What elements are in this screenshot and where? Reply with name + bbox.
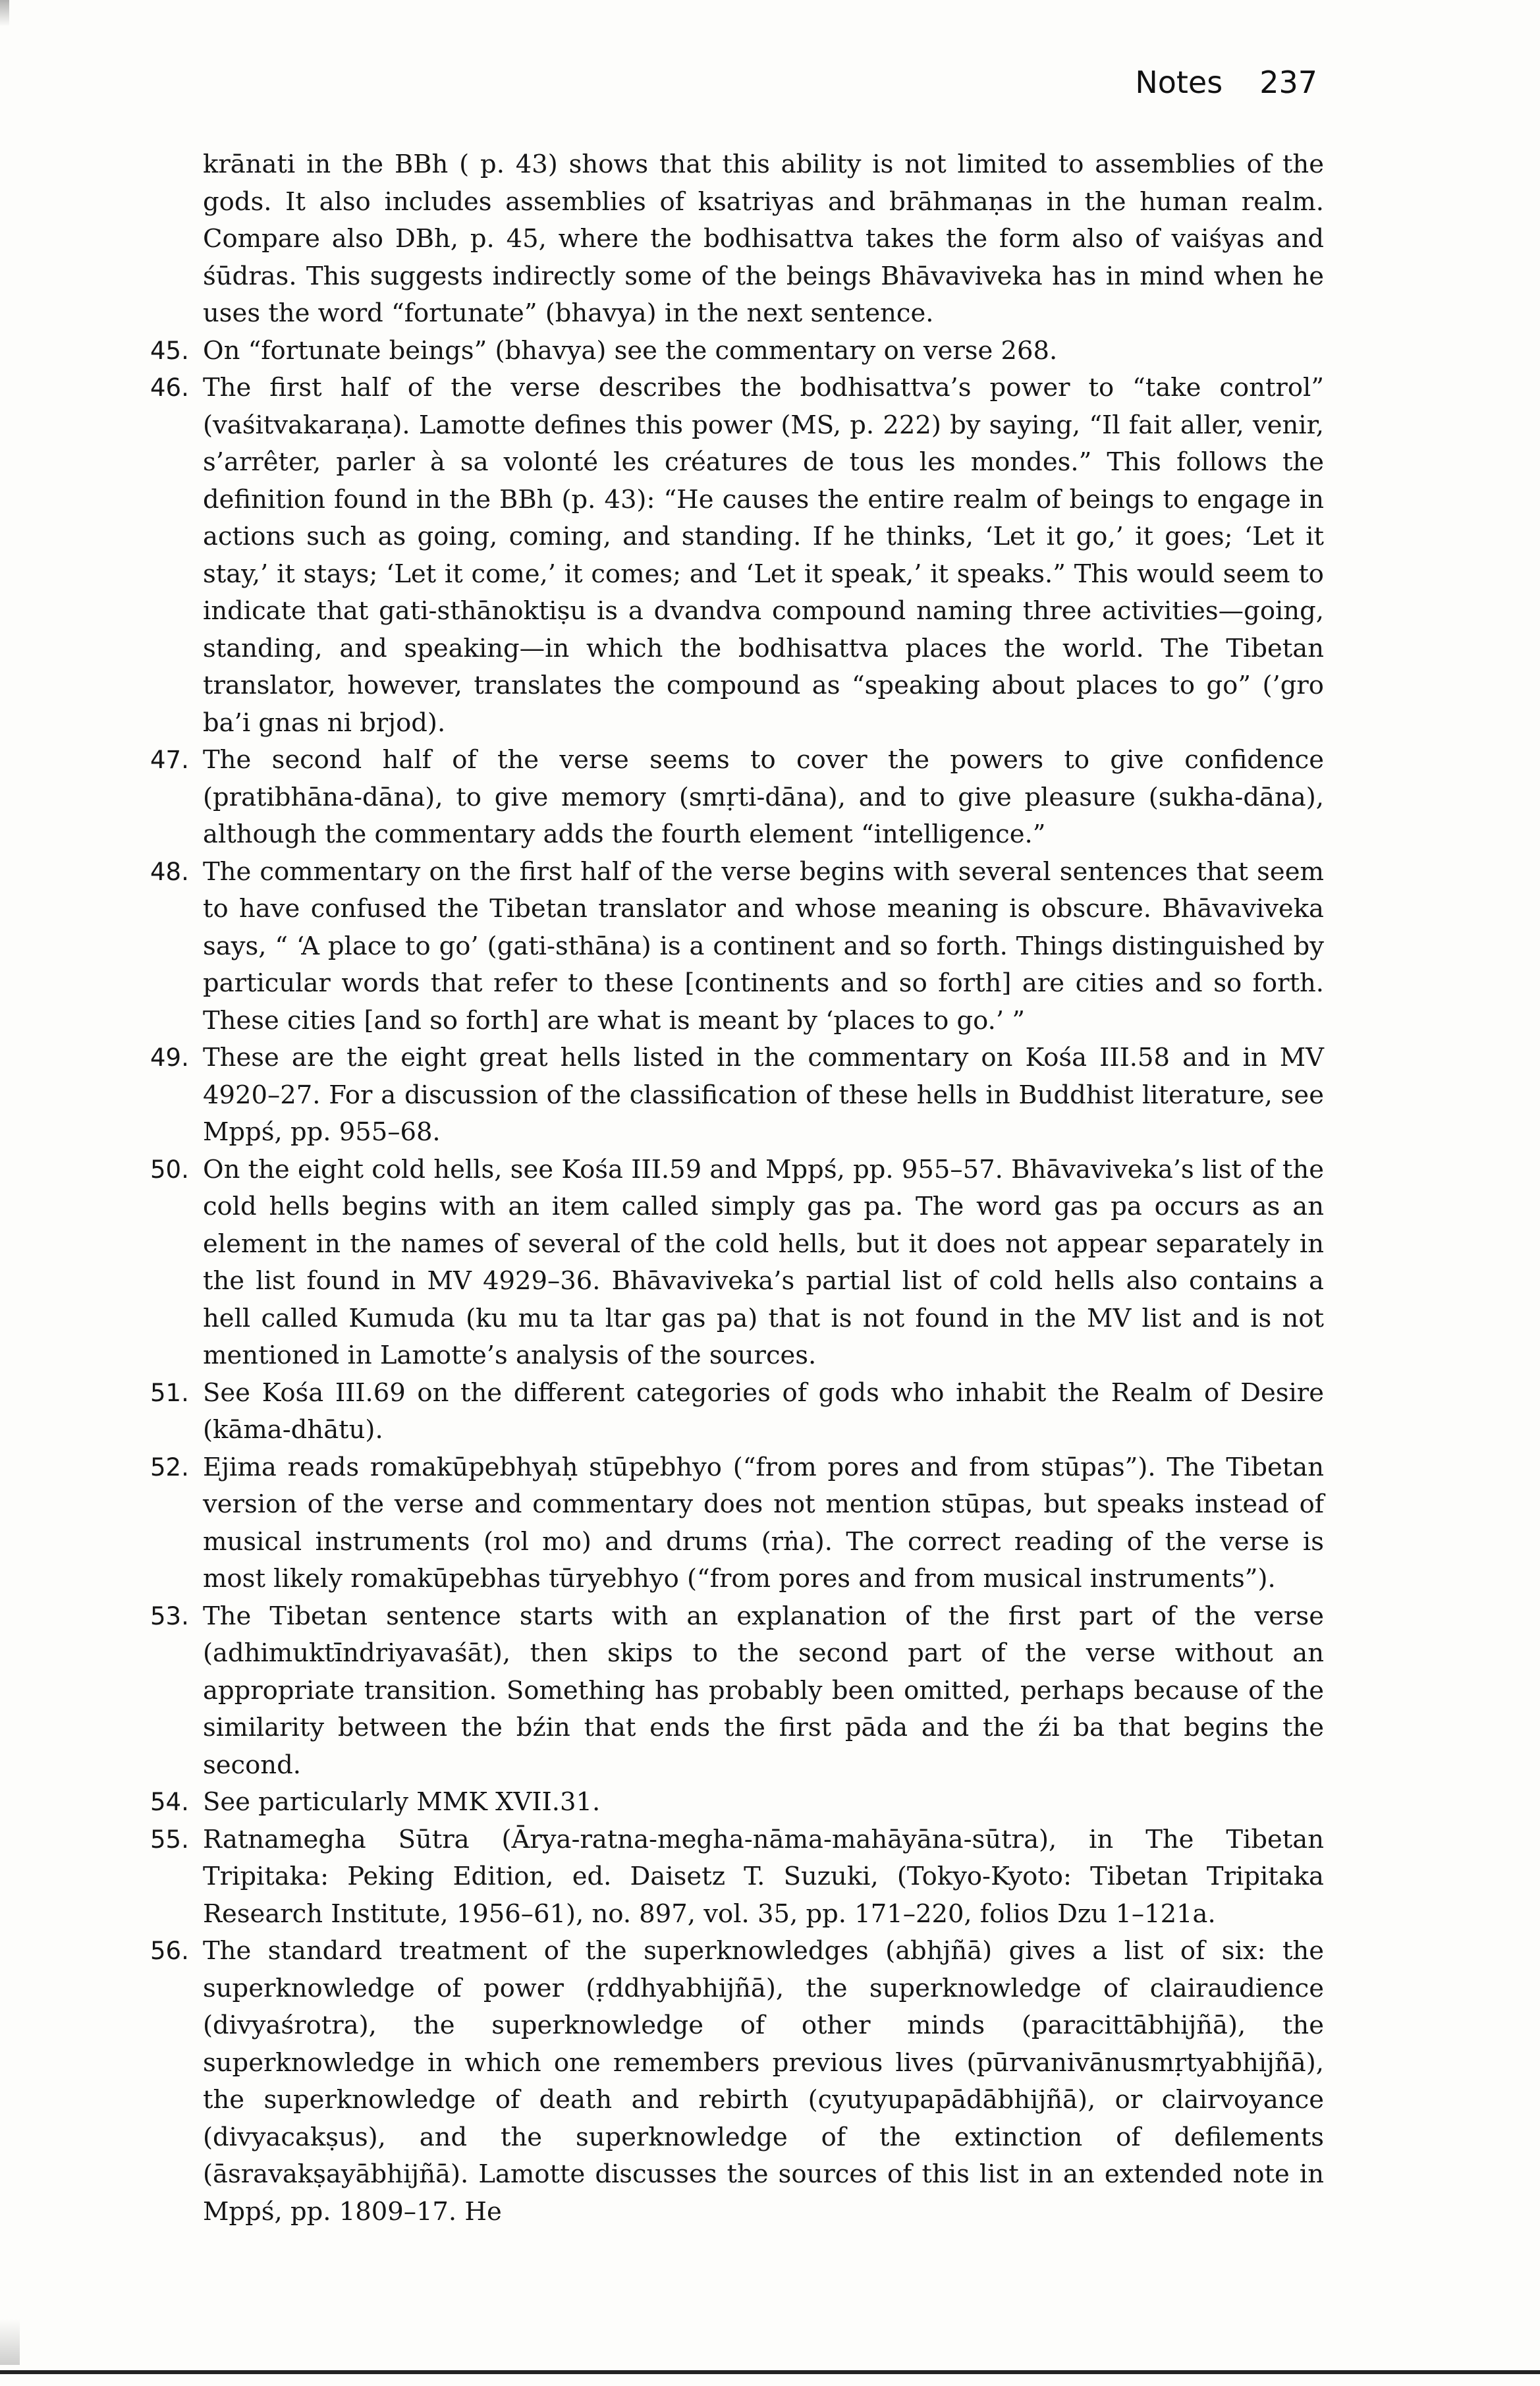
page-number: 237 [1259, 65, 1317, 100]
note-53 [150, 1598, 1324, 1785]
note-51 [150, 1375, 1324, 1449]
note-text: On the eight cold hells, see Kośa III.59 and Mppś, pp. 955–57. Bhāvaviveka’s list of the cold hells begins with an item called simply gas pa. The word gas pa occurs as an element in the names of several of the cold hells, but it does not appear separately in the list found in MV 4929–36. Bhāvaviveka’s partial list of cold hells also contains a hell called Kumuda (ku mu ta ltar gas pa) that is not found in the MV list and is not mentioned in Lamotte’s analysis of the sources. [203, 1154, 1324, 1370]
note-text: The second half of the verse seems to cover the powers to give confidence (pratibhāna-dāna), to give memory (smṛti-dāna), and to give pleasure (sukha-dāna), although the commentary adds the fourth element “intelligence.” [203, 745, 1324, 849]
note-text: Ratnamegha Sūtra (Ārya-ratna-megha-nāma-mahāyāna-sūtra), in The Tibetan Tripitaka: Peking Edition, ed. Daisetz T. Suzuki, (Tokyo-Kyoto: Tibetan Tripitaka Research Institute, 1956–61), no. 897, vol. 35, pp. 171–220, folios Dzu 1–121a. [203, 1824, 1324, 1929]
note-number: 46. [150, 374, 189, 402]
section-title: Notes [1135, 65, 1223, 100]
running-head [1080, 65, 1317, 100]
note-56 [150, 1933, 1324, 2231]
note-54 [150, 1784, 1324, 1821]
note-text: These are the eight great hells listed in the commentary on Kośa III.58 and in MV 4920–27. For a discussion of the classification of these hells in Buddhist literature, see Mppś, pp. 955–68. [203, 1043, 1324, 1147]
note-50 [150, 1151, 1324, 1375]
note-text: See Kośa III.69 on the different categories of gods who inhabit the Realm of Desire (kāma-dhātu). [203, 1377, 1324, 1445]
note-text: See particularly MMK XVII.31. [203, 1787, 601, 1817]
note-text: On “fortunate beings” (bhavya) see the commentary on verse 268. [203, 335, 1058, 366]
note-number: 50. [150, 1155, 189, 1184]
note-55 [150, 1821, 1324, 1933]
note-49 [150, 1040, 1324, 1151]
note-text: The first half of the verse describes the bodhisattva’s power to “take control” (vaśitvakaraṇa). Lamotte defines this power (MS, p. 222) by saying, “Il fait aller, venir, s’arrêter, parler à sa volonté les créatures de tous les mondes.” This follows the definition found in the BBh (p. 43): “He causes the entire realm of beings to engage in actions such as going, coming, and standing. If he thinks, ‘Let it go,’ it goes; ‘Let it stay,’ it stays; ‘Let it come,’ it comes; and ‘Let it speak,’ it speaks.” This would seem to indicate that gati-sthānoktiṣu is a dvandva compound naming three activities—going, standing, and speaking—in which the bodhisattva places the world. The Tibetan translator, however, translates the compound as “speaking about places to go” (’gro ba’i gnas ni brjod). [203, 373, 1324, 738]
notes-body [150, 146, 1324, 2231]
note-46 [150, 370, 1324, 742]
note-number: 55. [150, 1825, 189, 1854]
note-number: 49. [150, 1043, 189, 1072]
note-number: 51. [150, 1378, 189, 1407]
note-48 [150, 854, 1324, 1040]
note-number: 45. [150, 336, 189, 365]
note-number: 52. [150, 1453, 189, 1482]
scan-artifact [0, 0, 9, 26]
note-text: The Tibetan sentence starts with an explanation of the first part of the verse (adhimuktīndriyavaśāt), then skips to the second part of the verse without an appropriate transition. Something has probably been omitted, perhaps because of the similarity between the bźin that ends the first pāda and the źi ba that begins the second. [203, 1601, 1324, 1780]
note-45 [150, 333, 1324, 370]
note-number: 53. [150, 1601, 189, 1630]
note-number: 47. [150, 746, 189, 774]
scan-bottom-edge [0, 2370, 1540, 2374]
note-52 [150, 1449, 1324, 1598]
note-number: 54. [150, 1788, 189, 1816]
note-47 [150, 742, 1324, 854]
continued-note-text: krānati in the BBh ( p. 43) shows that this ability is not limited to assemblies of the gods. It also includes assemblies of ksatriyas and brāhmaṇas in the human realm. Compare also DBh, p. 45, where the bodhisattva takes the form also of vaiśyas and śūdras. This suggests indirectly some of the beings Bhāvaviveka has in mind when he uses the word “fortunate” (bhavya) in the next sentence. [203, 150, 1324, 328]
note-number: 56. [150, 1937, 189, 1965]
note-text: The commentary on the first half of the verse begins with several sentences that seem to have confused the Tibetan translator and whose meaning is obscure. Bhāvaviveka says, “ ‘A place to go’ (gati-sthāna) is a continent and so forth. Things distinguished by particular words that refer to these [continents and so forth] are cities and so forth. These cities [and so forth] are what is meant by ‘places to go.’ ” [203, 856, 1324, 1036]
note-number: 48. [150, 857, 189, 886]
note-text: Ejima reads romakūpebhyaḥ stūpebhyo (“from pores and from stūpas”). The Tibetan version of the verse and commentary does not mention stūpas, but speaks instead of musical instruments (rol mo) and drums (rṅa). The correct reading of the verse is most likely romakūpebhas tūryebhyo (“from pores and from musical instruments”). [203, 1452, 1324, 1594]
note-text: The standard treatment of the superknowledges (abhjñā) gives a list of six: the superknowledge of power (ṛddhyabhijñā), the superknowledge of clairaudience (divyaśrotra), the superknowledge of other minds (paracittābhijñā), the superknowledge in which one remembers previous lives (pūrvanivānusmṛtyabhijñā), the superknowledge of death and rebirth (cyutyupapādābhijñā), or clairvoyance (divyacakṣus), and the superknowledge of the extinction of defilements (āsravakṣayābhijñā). Lamotte discusses the sources of this list in an extended note in Mppś, pp. 1809–17. He [203, 1936, 1324, 2227]
scan-artifact [0, 2319, 20, 2365]
